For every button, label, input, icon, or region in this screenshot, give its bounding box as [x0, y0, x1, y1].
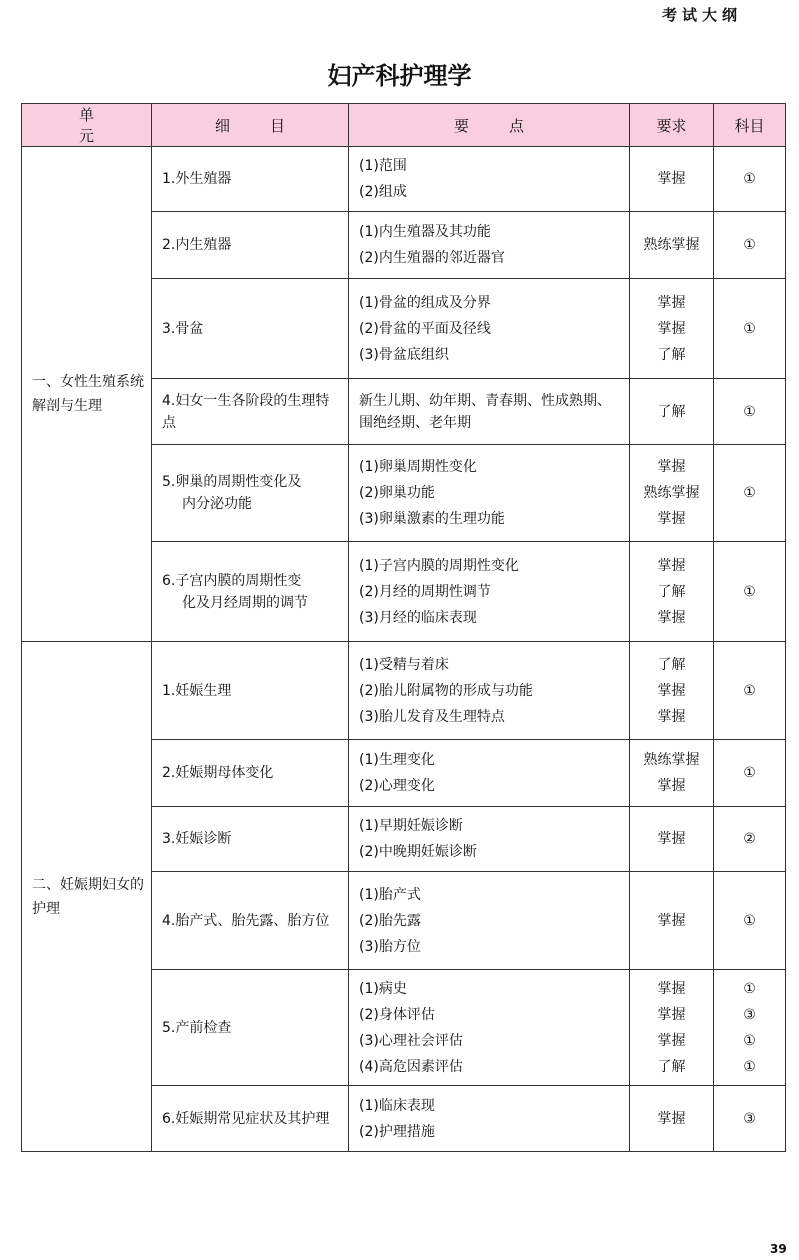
requirement-cell — [630, 872, 714, 970]
requirement-cell — [630, 740, 714, 807]
table-header-row — [22, 104, 786, 147]
point-text: (2)中晚期妊娠诊断 — [359, 844, 477, 860]
section-header: 考试大纲 — [662, 6, 743, 24]
point-text: (1)骨盆的组成及分界 — [359, 294, 491, 311]
requirement-text: 熟练掌握 — [643, 237, 700, 253]
subject-cell — [714, 212, 786, 279]
point-text: (1)胎产式 — [359, 886, 421, 903]
requirement-cell — [630, 807, 714, 872]
item-cell — [152, 1086, 349, 1152]
point-text: (3)胎儿发育及生理特点 — [359, 708, 505, 725]
points-cell — [349, 970, 630, 1086]
subject-cell — [714, 807, 786, 872]
point-text: (2)胎儿附属物的形成与功能 — [359, 682, 533, 699]
point-text: 新生儿期、幼年期、青春期、性成熟期、围绝经期、老年期 — [359, 392, 611, 431]
item-cell — [152, 279, 349, 379]
item-cell — [152, 445, 349, 542]
item-text: 6.子宫内膜的周期性变 — [162, 572, 302, 589]
subject-mark: ① — [743, 171, 756, 187]
subject-mark: ① — [743, 912, 756, 929]
requirement-text: 掌握 — [657, 682, 686, 699]
point-text: (1)临床表现 — [359, 1097, 435, 1114]
points-cell — [349, 379, 630, 445]
requirement-cell — [630, 542, 714, 642]
points-cell — [349, 212, 630, 279]
item-text: 4.胎产式、胎先露、胎方位 — [162, 912, 330, 929]
page-title: 妇产科护理学 — [327, 62, 472, 90]
item-cell — [152, 807, 349, 872]
requirement-text: 掌握 — [657, 708, 686, 725]
point-text: (1)病史 — [359, 980, 407, 997]
subject-cell — [714, 642, 786, 740]
item-text: 3.骨盆 — [162, 320, 204, 337]
requirement-cell — [630, 1086, 714, 1152]
requirement-text: 掌握 — [657, 980, 686, 997]
point-text: (1)生理变化 — [359, 752, 435, 768]
subject-mark: ② — [743, 831, 756, 847]
syllabus-table — [21, 103, 786, 1152]
requirement-text: 了解 — [657, 1058, 686, 1075]
header-item: 细目 — [152, 104, 349, 147]
item-cell — [152, 379, 349, 445]
subject-mark: ① — [743, 1058, 756, 1075]
point-text: (1)子宫内膜的周期性变化 — [359, 557, 519, 574]
points-cell — [349, 542, 630, 642]
requirement-cell — [630, 445, 714, 542]
item-text: 5.卵巢的周期性变化及 — [162, 474, 302, 490]
subject-mark: ① — [743, 237, 756, 253]
item-text: 1.外生殖器 — [162, 171, 232, 187]
requirement-text: 掌握 — [657, 557, 686, 574]
item-text: 2.妊娠期母体变化 — [162, 765, 274, 781]
requirement-text: 熟练掌握 — [643, 485, 700, 501]
point-text: (2)卵巢功能 — [359, 485, 435, 501]
requirement-text: 熟练掌握 — [643, 752, 700, 768]
item-text-continued: 内分泌功能 — [182, 496, 252, 512]
requirement-text: 掌握 — [657, 1110, 686, 1127]
point-text: (3)骨盆底组织 — [359, 346, 449, 363]
point-text: (2)胎先露 — [359, 912, 421, 929]
subject-cell — [714, 147, 786, 212]
table-body — [22, 147, 786, 1152]
subject-cell — [714, 379, 786, 445]
subject-cell — [714, 279, 786, 379]
unit-label: 一、女性生殖系统解剖与生理 — [22, 147, 152, 642]
points-cell — [349, 740, 630, 807]
requirement-text: 了解 — [657, 656, 686, 673]
item-cell — [152, 542, 349, 642]
point-text: (3)胎方位 — [359, 938, 421, 955]
requirement-text: 了解 — [657, 583, 686, 600]
point-text: (2)身体评估 — [359, 1006, 435, 1023]
point-text: (2)心理变化 — [359, 778, 435, 794]
requirement-text: 掌握 — [657, 294, 686, 311]
requirement-cell — [630, 279, 714, 379]
requirement-text: 掌握 — [657, 912, 686, 929]
item-cell — [152, 642, 349, 740]
subject-mark: ① — [743, 320, 756, 337]
points-cell — [349, 642, 630, 740]
subject-mark: ① — [743, 765, 756, 781]
requirement-text: 掌握 — [657, 171, 686, 187]
requirement-text: 掌握 — [657, 511, 686, 527]
requirement-text: 了解 — [657, 403, 686, 420]
requirement-cell — [630, 147, 714, 212]
requirement-cell — [630, 970, 714, 1086]
unit-label: 二、妊娠期妇女的护理 — [22, 642, 152, 1152]
header-subject: 科目 — [714, 104, 786, 147]
point-text: (1)范围 — [359, 158, 407, 174]
subject-cell — [714, 872, 786, 970]
point-text: (2)组成 — [359, 184, 407, 200]
subject-mark: ① — [743, 485, 756, 501]
subject-cell — [714, 740, 786, 807]
subject-mark: ③ — [743, 1006, 756, 1023]
subject-mark: ① — [743, 1032, 756, 1049]
item-text: 4.妇女一生各阶段的生理特点 — [162, 392, 330, 431]
subject-mark: ① — [743, 583, 756, 600]
point-text: (2)护理措施 — [359, 1123, 435, 1140]
item-text: 5.产前检查 — [162, 1019, 232, 1036]
point-text: (3)卵巢激素的生理功能 — [359, 511, 505, 527]
subject-cell — [714, 970, 786, 1086]
points-cell — [349, 147, 630, 212]
point-text: (1)早期妊娠诊断 — [359, 818, 463, 834]
subject-mark: ③ — [743, 1110, 756, 1127]
point-text: (2)月经的周期性调节 — [359, 583, 491, 600]
subject-cell — [714, 445, 786, 542]
point-text: (1)卵巢周期性变化 — [359, 459, 477, 475]
subject-mark: ① — [743, 682, 756, 699]
item-cell — [152, 872, 349, 970]
item-cell — [152, 970, 349, 1086]
item-text: 1.妊娠生理 — [162, 682, 232, 699]
requirement-text: 掌握 — [657, 778, 686, 794]
point-text: (3)月经的临床表现 — [359, 609, 477, 626]
subject-cell — [714, 1086, 786, 1152]
table-row — [22, 642, 786, 740]
page-number: 39 — [770, 1242, 787, 1256]
points-cell — [349, 445, 630, 542]
points-cell — [349, 807, 630, 872]
requirement-text: 掌握 — [657, 831, 686, 847]
header-points: 要点 — [349, 104, 630, 147]
requirement-text: 掌握 — [657, 1032, 686, 1049]
item-cell — [152, 212, 349, 279]
point-text: (2)骨盆的平面及径线 — [359, 320, 491, 337]
point-text: (4)高危因素评估 — [359, 1058, 463, 1075]
requirement-text: 了解 — [657, 346, 686, 363]
item-text: 2.内生殖器 — [162, 237, 232, 253]
requirement-text: 掌握 — [657, 320, 686, 337]
table-row — [22, 147, 786, 212]
point-text: (2)内生殖器的邻近器官 — [359, 250, 505, 266]
subject-mark: ① — [743, 980, 756, 997]
points-cell — [349, 279, 630, 379]
points-cell — [349, 1086, 630, 1152]
point-text: (1)内生殖器及其功能 — [359, 224, 491, 240]
points-cell — [349, 872, 630, 970]
item-cell — [152, 740, 349, 807]
item-text-continued: 化及月经周期的调节 — [182, 594, 308, 611]
requirement-text: 掌握 — [657, 1006, 686, 1023]
requirement-text: 掌握 — [657, 459, 686, 475]
subject-cell — [714, 542, 786, 642]
point-text: (1)受精与着床 — [359, 656, 449, 673]
header-unit: 单元 — [22, 104, 152, 147]
requirement-cell — [630, 642, 714, 740]
requirement-text: 掌握 — [657, 609, 686, 626]
requirement-cell — [630, 379, 714, 445]
point-text: (3)心理社会评估 — [359, 1032, 463, 1049]
subject-mark: ① — [743, 403, 756, 420]
item-text: 6.妊娠期常见症状及其护理 — [162, 1110, 330, 1127]
item-text: 3.妊娠诊断 — [162, 831, 232, 847]
header-requirement: 要求 — [630, 104, 714, 147]
item-cell — [152, 147, 349, 212]
requirement-cell — [630, 212, 714, 279]
